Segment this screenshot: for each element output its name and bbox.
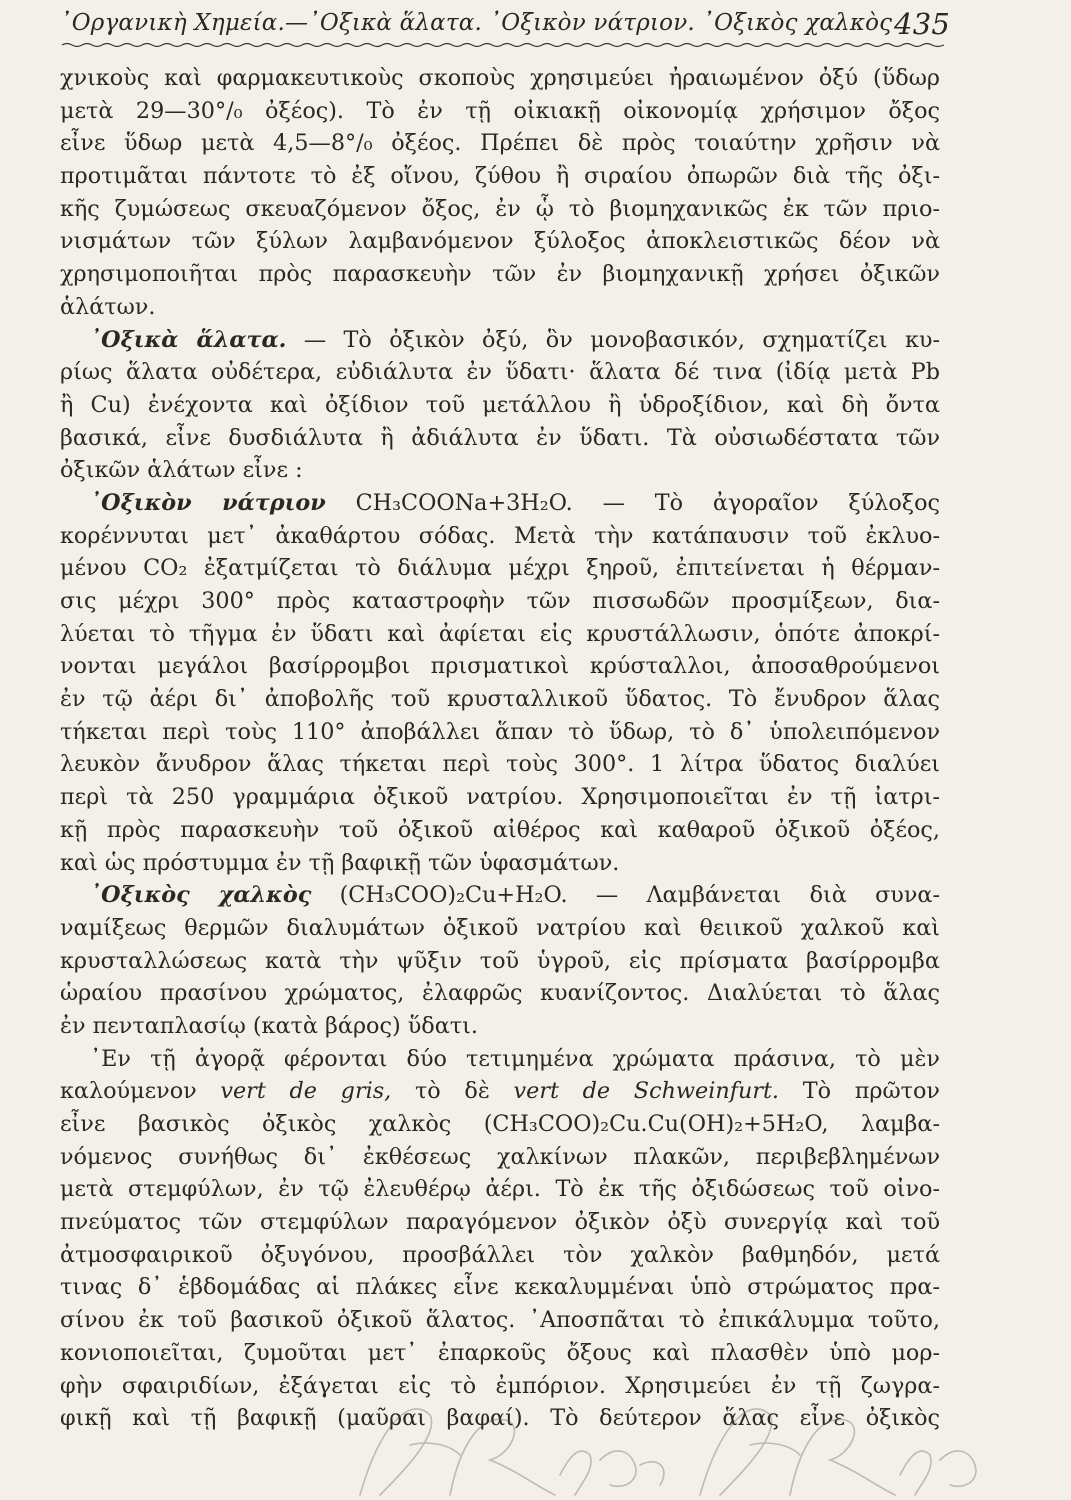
text-line: κῇ πρὸς παρασκευὴν τοῦ ὀξικοῦ αἰθέρος καὶ καθαροῦ ὀξικοῦ ὀξέος,	[60, 816, 940, 843]
text-line: πνεύματος τῶν στεμφύλων παραγόμενον ὀξικὸν ὀξὺ συνεργίᾳ καὶ τοῦ	[60, 1209, 940, 1236]
text-line: σις μέχρι 300° πρὸς καταστροφὴν τῶν πισσωδῶν προσμίξεων, δια-	[60, 588, 940, 614]
chemical-formula: CH₃COONa+3H₂O.	[355, 489, 573, 516]
text-line: περὶ τὰ 250 γραμμάρια ὀξικοῦ νατρίου. Χρησιμοποιεῖται ἐν τῇ ἰατρι-	[60, 784, 940, 811]
header-title: ᾿Οργανικὴ Χημεία.—᾿Οξικὰ ἅλατα. ᾿Οξικὸν νάτριον. ᾿Οξικὸς χαλκὸς	[60, 10, 893, 36]
text-line: κορέννυται μετ᾿ ἀκαθάρτου σόδας. Μετὰ τὴν κατάπαυσιν τοῦ ἐκλυο-	[60, 522, 940, 549]
text-line: λύεται τὸ τῆγμα ἐν ὕδατι καὶ ἀφίεται εἰς κρυστάλλωσιν, ὁπότε ἀποκρί-	[60, 620, 940, 647]
text-line: καλούμενον vert de gris, τὸ δὲ vert de Schweinfurt. Τὸ πρῶτον	[60, 1078, 940, 1105]
text-line: ἁλάτων.	[60, 293, 156, 320]
text-line: ὡραίου πρασίνου χρώματος, ἐλαφρῶς κυανίζοντος. Διαλύεται τὸ ἅλας	[60, 980, 940, 1007]
text-line: φικῇ καὶ τῇ βαφικῇ (μαῦραι βαφαί). Τὸ δεύτερον ἅλας εἶνε ὀξικὸς	[60, 1405, 940, 1432]
text-line: νόμενος συνήθως δι᾿ ἐκθέσεως χαλκίνων πλακῶν, περιβεβλημένων	[60, 1143, 940, 1170]
text-line: ὀξικῶν ἁλάτων εἶνε :	[60, 457, 303, 484]
text-line: νονται μεγάλοι βασίρρομβοι πρισματικοὶ κρύσταλλοι, ἀποσαθρούμενοι	[60, 653, 940, 680]
chemical-formula: (CH₃COO)₂Cu+H₂O.	[339, 882, 568, 909]
section-heading: ᾿Οξικὸς χαλκὸς	[90, 882, 312, 909]
italic-term: vert de Schweinfurt.	[513, 1078, 780, 1105]
text-line: τήκεται περὶ τοὺς 110° ἀποβάλλει ἅπαν τὸ ὕδωρ, τὸ δ᾿ ὑπολειπόμενον	[60, 718, 940, 745]
section-oxikos-chalkos: ᾿Οξικὸς χαλκὸς (CH₃COO)₂Cu+H₂O. — Λαμβάνεται διὰ συνα-	[90, 882, 941, 909]
text-line: νισμάτων τῶν ξύλων λαμβανόμενον ξύλοξος ἀποκλειστικῶς δέον νὰ	[60, 228, 940, 255]
page-number: 435	[894, 7, 950, 41]
text-line: ἐν τῷ ἀέρι δι᾿ ἀποβολῆς τοῦ κρυσταλλικοῦ ὕδατος. Τὸ ἔνυδρον ἅλας	[60, 686, 940, 713]
italic-term: vert de gris,	[220, 1078, 392, 1105]
text-line: χνικοὺς καὶ φαρμακευτικοὺς σκοποὺς χρησιμεύει ἠραιωμένον ὀξύ (ὕδωρ	[60, 65, 940, 91]
text-line: μετὰ 29—30°/₀ ὀξέος). Τὸ ἐν τῇ οἰκιακῇ οἰκονομίᾳ χρήσιμον ὄξος	[60, 97, 940, 124]
text-line: σίνου ἐκ τοῦ βασικοῦ ὀξικοῦ ἅλατος. ᾿Αποσπᾶται τὸ ἐπικάλυμμα τοῦτο,	[60, 1307, 940, 1334]
body-text	[60, 62, 940, 1435]
header-wavy-rule	[62, 42, 944, 48]
section-heading: ᾿Οξικὸν νάτριον	[90, 489, 326, 516]
section-oxika-alata: ᾿Οξικὰ ἅλατα. — Τὸ ὀξικὸν ὀξύ, ὃν μονοβασικόν, σχηματίζει κυ-	[90, 326, 940, 353]
text-line: προτιμᾶται πάντοτε τὸ ἐξ οἴνου, ζύθου ἢ σιραίου ὀπωρῶν διὰ τῆς ὀξι-	[60, 163, 940, 190]
text-line: κρυσταλλώσεως κατὰ τὴν ψῦξιν τοῦ ὑγροῦ, εἰς πρίσματα βασίρρομβα	[60, 947, 940, 974]
text-line: εἶνε ὕδωρ μετὰ 4,5—8°/₀ ὀξέος. Πρέπει δὲ πρὸς τοιαύτην χρῆσιν νὰ	[60, 130, 940, 157]
text-line: ρίως ἅλατα οὐδέτερα, εὐδιάλυτα ἐν ὕδατι· ἅλατα δέ τινα (ἰδίᾳ μετὰ Pb	[60, 359, 940, 386]
text-line: ἀτμοσφαιρικοῦ ὀξυγόνου, προσβάλλει τὸν χαλκὸν βαθμηδόν, μετά	[60, 1241, 940, 1268]
text-line: τινας δ᾿ ἑβδομάδας αἱ πλάκες εἶνε κεκαλυμμέναι ὑπὸ στρώματος πρα-	[60, 1274, 940, 1301]
text-line: μένου CO₂ ἐξατμίζεται τὸ διάλυμα μέχρι ξηροῦ, ἐπιτείνεται ἡ θέρμαν-	[60, 555, 940, 582]
text-line: ἐν πενταπλασίῳ (κατὰ βάρος) ὕδατι.	[60, 1012, 478, 1039]
text-line: βασικά, εἶνε δυσδιάλυτα ἢ ἀδιάλυτα ἐν ὕδατι. Τὰ οὐσιωδέστατα τῶν	[60, 424, 940, 451]
handwritten-signature-image	[340, 1385, 1000, 1500]
text-line: φὴν σφαιριδίων, ἐξάγεται εἰς τὸ ἐμπόριον. Χρησιμεύει ἐν τῇ ζωγρα-	[60, 1372, 940, 1399]
running-header	[60, 7, 950, 41]
section-heading: ᾿Οξικὰ ἅλατα.	[90, 326, 287, 353]
text-line: μετὰ στεμφύλων, ἐν τῷ ἐλευθέρῳ ἀέρι. Τὸ ἐκ τῆς ὀξιδώσεως τοῦ οἰνο-	[60, 1176, 940, 1203]
section-oxikon-natrion: ᾿Οξικὸν νάτριον CH₃COONa+3H₂O. — Τὸ ἀγοραῖον ξύλοξος	[90, 489, 940, 516]
text-line: ἢ Cu) ἐνέχοντα καὶ ὀξίδιον τοῦ μετάλλου ἢ ὑδροξίδιον, καὶ δὴ ὄντα	[60, 391, 940, 418]
text-line: καὶ ὡς πρόστυμμα ἐν τῇ βαφικῇ τῶν ὑφασμάτων.	[60, 849, 620, 876]
text-line: χρησιμοποιῆται πρὸς παρασκευὴν τῶν ἐν βιομηχανικῇ χρήσει ὀξικῶν	[60, 261, 940, 288]
text-line: κονιοποιεῖται, ζυμοῦται μετ᾿ ἐπαρκοῦς ὄξους καὶ πλασθὲν ὑπὸ μορ-	[60, 1339, 940, 1366]
text-line: ᾿Εν τῇ ἀγορᾷ φέρονται δύο τετιμημένα χρώματα πράσινα, τὸ μὲν	[90, 1045, 940, 1072]
text-line: κῆς ζυμώσεως σκευαζόμενον ὄξος, ἐν ᾧ τὸ βιομηχανικῶς ἐκ τῶν πριο-	[60, 195, 940, 222]
text-line: λευκὸν ἄνυδρον ἅλας τήκεται περὶ τοὺς 300°. 1 λίτρα ὕδατος διαλύει	[60, 751, 940, 778]
text-line: ναμίξεως θερμῶν διαλυμάτων ὀξικοῦ νατρίου καὶ θειικοῦ χαλκοῦ καὶ	[60, 914, 940, 941]
text-line: εἶνε βασικὸς ὀξικὸς χαλκὸς (CH₃COO)₂Cu.Cu(OH)₂+5H₂O, λαμβα-	[60, 1111, 940, 1137]
